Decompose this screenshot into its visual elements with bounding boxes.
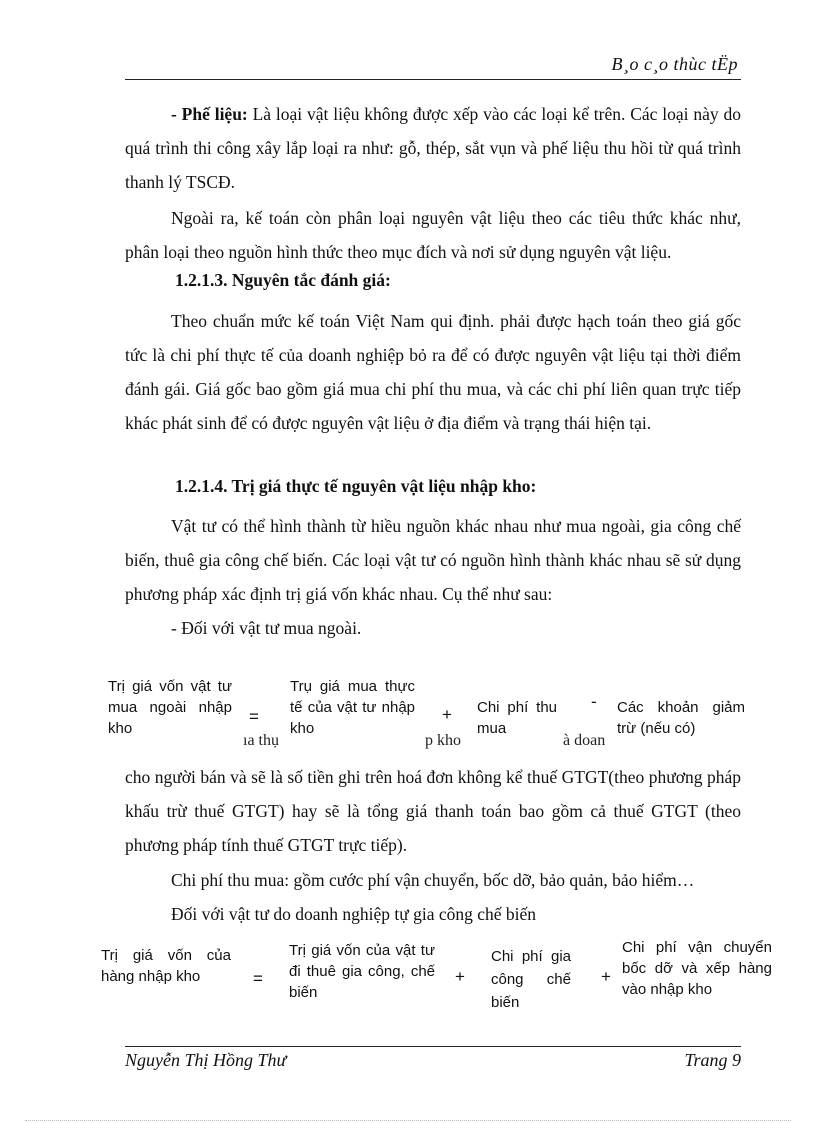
formula2-term2: Trị giá vốn của vật tư đi thuê gia công, chế biến xyxy=(289,942,435,1001)
paragraph-tu-gia-cong: Đối với vật tư do doanh nghiệp tự gia công chế biến xyxy=(171,904,537,924)
formula1-fragment-1: ıa thụ xyxy=(243,732,279,749)
paragraph-ngoai-ra: Ngoài ra, kế toán còn phân loại nguyên vật liệu theo các tiêu thức khác như, phân loại theo nguồn hình thức theo mục đích và nơi sử dụng nguyên vật liệu. xyxy=(125,208,741,262)
paragraph-doi-voi-mua-ngoai: - Đối với vật tư mua ngoài. xyxy=(171,618,362,638)
formula1-term1: Trị giá vốn vật tư mua ngoài nhập kho xyxy=(108,678,232,737)
footer-page-number: Trang 9 xyxy=(684,1050,741,1070)
paragraph-vat-tu: Vật tư có thể hình thành từ hiều nguồn khác nhau như mua ngoài, gia công chế biến, thuê gia công chế biến. Các loại vật tư có nguồn hình thành khác nhau sẽ sử dụng phương pháp xác định trị giá vốn khác nhau. Cụ thể như sau: xyxy=(125,516,741,604)
formula2-op1: = xyxy=(253,969,263,988)
page-edge-divider xyxy=(25,1120,791,1121)
formula1-term2: Trụ giá mua thực tế của vật tư nhập kho xyxy=(290,678,415,737)
phe-lieu-label: - Phế liệu: xyxy=(171,104,248,124)
formula2-term3: Chi phí gia công chế biến xyxy=(491,948,571,1011)
formula2-op2: + xyxy=(455,967,465,986)
formula1-op1: = xyxy=(249,707,259,726)
heading-1213: 1.2.1.3. Nguyên tắc đánh giá: xyxy=(175,270,391,290)
paragraph-cho-nguoi-ban: cho người bán và sẽ là số tiền ghi trên hoá đơn không kể thuế GTGT(theo phương pháp khấu trừ thuế GTGT) hay sẽ là tổng giá thanh toán bao gồm cả thuế GTGT (theo phương pháp tính thuế GTGT trực tiếp). xyxy=(125,767,741,855)
formula2-op3: + xyxy=(601,967,611,986)
header-title: B¸o c¸o thùc tËp xyxy=(611,54,738,74)
formula1-op3: - xyxy=(591,692,597,711)
formula2-term1: Trị giá vốn của hàng nhập kho xyxy=(101,947,231,985)
header-rule xyxy=(125,79,741,80)
formula2-term4: Chi phí vận chuyển bốc dỡ và xếp hàng vào nhập kho xyxy=(622,939,772,998)
formula1-op2: + xyxy=(442,705,452,724)
paragraph-theo-chuan: Theo chuẩn mức kế toán Việt Nam qui định. phải được hạch toán theo giá gốc tức là chi phí thực tế của doanh nghiệp bỏ ra để có được nguyên vật liệu tại thời điểm đánh gái. Giá gốc bao gồm giá mua chi phí thu mua, và các chi phí liên quan trực tiếp khác phát sinh để có được nguyên vật liệu ở địa điểm và trạng thái hiện tại. xyxy=(125,311,741,433)
phe-lieu-text: Là loại vật liệu không được xếp vào các loại kể trên. Các loại này do quá trình thi công xây lắp loại ra như: gỗ, thép, sắt vụn và phế liệu thu hồi từ quá trình thanh lý TSCĐ. xyxy=(125,104,741,192)
formula1-fragment-3: à doan xyxy=(563,732,606,749)
heading-1214: 1.2.1.4. Trị giá thực tế nguyên vật liệu nhập kho: xyxy=(175,476,537,496)
formula1-fragment-2: p kho xyxy=(425,732,461,749)
paragraph-chi-phi-thu-mua: Chi phí thu mua: gồm cước phí vận chuyển, bốc dỡ, bảo quản, bảo hiểm… xyxy=(171,870,695,890)
formula1-term3: Chi phí thu mua xyxy=(477,699,557,737)
footer-author: Nguyễn Thị Hồng Thư xyxy=(125,1050,287,1070)
paragraph-phe-lieu xyxy=(125,97,741,199)
formula1-term4: Các khoản giảm trừ (nếu có) xyxy=(617,699,745,737)
footer-rule xyxy=(125,1046,741,1047)
